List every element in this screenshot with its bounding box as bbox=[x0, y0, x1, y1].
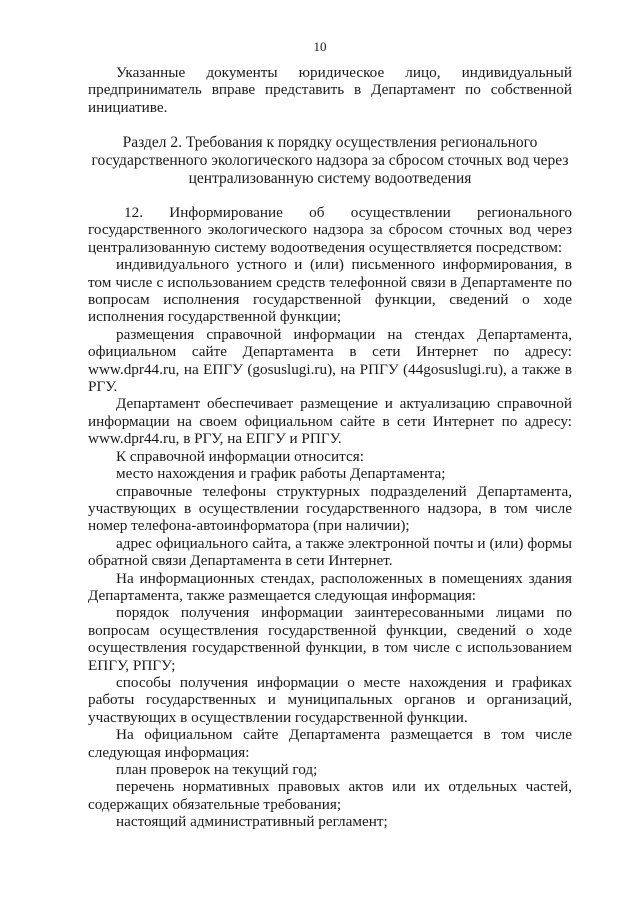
paragraph-list: перечень нормативных правовых актов или их отдельных частей, содержащих обязательные требования; bbox=[88, 778, 572, 813]
paragraph-department: Департамент обеспечивает размещение и актуализацию справочной информации на своем официальном сайте в сети Интернет по адресу: www.dpr44.ru, в РГУ, на ЕПГУ и РПГУ. bbox=[88, 395, 572, 448]
paragraph-plan: план проверок на текущий год; bbox=[116, 761, 318, 778]
paragraph-oral: индивидуального устного и (или) письменного информирования, в том числе с использованием средств телефонной связи в Департаменте по вопросам исполнения государственной функции, сведений о ходе исполнения государственной функции; bbox=[88, 256, 572, 326]
paragraph-stands: На информационных стендах, расположенных в помещениях здания Департамента, также размещается следующая информация: bbox=[88, 569, 572, 604]
paragraph-official-site: На официальном сайте Департамента размещается в том числе следующая информация: bbox=[88, 726, 572, 761]
paragraph-location: место нахождения и график работы Департамента; bbox=[116, 465, 446, 483]
intro-line-1: Указанные документы юридическое лицо, индивидуальный bbox=[116, 64, 572, 81]
section-heading-line-2: государственного экологического надзора за сбросом сточных вод через bbox=[91, 152, 569, 169]
intro-line-2: предприниматель вправе представить в Департамент по собственной bbox=[88, 81, 572, 99]
paragraph-site: адрес официального сайта, а также электронной почты и (или) формы обратной связи Департамента в сети Интернет. bbox=[88, 534, 572, 570]
paragraph-order: порядок получения информации заинтересованными лицами по вопросам осуществления государственной функции, сведений о ходе осуществления государственной функции, в том числе с использованием ЕПГУ, РПГУ; bbox=[88, 604, 572, 674]
section-heading bbox=[88, 134, 572, 188]
intro-paragraph bbox=[88, 64, 572, 116]
section-heading-line-1: Раздел 2. Требования к порядку осуществления регионального bbox=[122, 134, 538, 151]
section-heading-line-3: централизованную систему водоотведения bbox=[188, 170, 472, 187]
paragraph-methods: способы получения информации о месте нахождения и графиках работы государственных и муниципальных органов и организаций, участвующих в осуществлении государственной функции. bbox=[88, 673, 572, 726]
page-number: 10 bbox=[313, 39, 327, 54]
intro-line-3: инициативе. bbox=[88, 98, 168, 116]
paragraph-regulation: настоящий административный регламент; bbox=[116, 813, 388, 831]
paragraph-reference: К справочной информации относится: bbox=[116, 447, 364, 465]
body-text bbox=[88, 204, 572, 831]
paragraph-12: 12. Информирование об осуществлении регионального государственного экологического надзора за сбросом сточных вод через централизованную систему водоотведения осуществляется посредством: bbox=[88, 204, 572, 256]
paragraph-placement: размещения справочной информации на стендах Департамента, официальном сайте Департамента в сети Интернет по адресу: www.dpr44.ru, на ЕПГУ (gosuslugi.ru), на РПГУ (44gosuslugi.ru), а также в РГУ. bbox=[88, 325, 572, 396]
paragraph-phones: справочные телефоны структурных подразделений Департамента, участвующих в осуществлении государственного надзора, в том числе номер телефона-автоинформатора (при наличии); bbox=[88, 482, 572, 535]
